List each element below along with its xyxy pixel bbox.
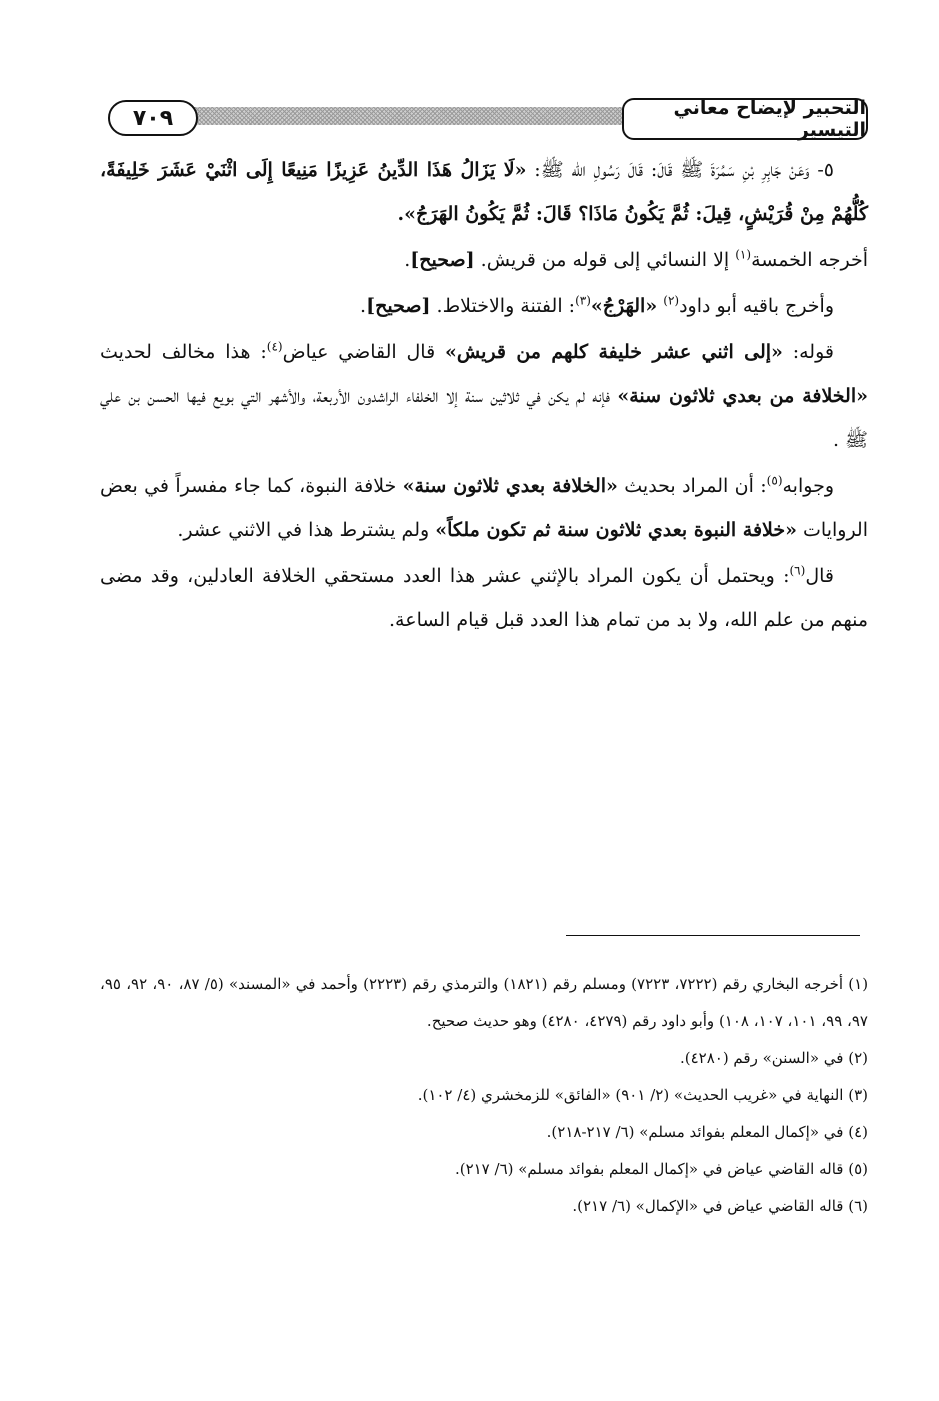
footnote-ref-5: (٥) (766, 473, 783, 488)
header-decorative-band (170, 107, 628, 125)
grade-label: [صحيح] (410, 249, 475, 271)
commentary-paragraph-1 (100, 330, 868, 462)
footnote-ref-2: (٢) (663, 293, 680, 308)
text-span: خلافة النبوة، كما جاء مفسراً في بعض الروايات (100, 475, 868, 541)
text-span: : ويحتمل أن يكون المراد بالإثني عشر هذا العدد مستحقي الخلافة العادلين، وقد مضى منهم من علم الله، ولا بد من تمام هذا العدد قبل قيام الساعة. (100, 565, 868, 631)
footnote-5: (٥) قاله القاضي عياض في «إكمال المعلم بفوائد مسلم» (٦/ ٢١٧). (454, 1160, 868, 1178)
grade-label: [صحيح] (366, 295, 431, 317)
footnote-4: (٤) في «إكمال المعلم بفوائد مسلم» (٦/ ٢١٧-٢١٨). (546, 1123, 868, 1141)
text-span: وجوابه (782, 475, 834, 497)
hadith-paragraph (100, 148, 868, 236)
footnote-divider (566, 935, 860, 936)
text-span: وأخرج باقيه أبو داود (679, 295, 834, 317)
quoted-text: «الخلافة بعدي ثلاثون سنة» (402, 475, 618, 497)
text-span: ولم يشترط هذا في الاثني عشر. (177, 519, 436, 541)
main-text (100, 148, 868, 644)
page-number: ٧٠٩ (108, 100, 198, 136)
book-title: التحبير لإيضاح معاني التيسير (622, 98, 868, 140)
commentary-paragraph-2 (100, 464, 868, 552)
quoted-text: «الخلافة من بعدي ثلاثون سنة» (617, 385, 869, 407)
text-span: إلا النسائي إلى قوله من قريش. (474, 249, 736, 271)
commentary-paragraph-3 (100, 554, 868, 642)
footnote-ref-4: (٤) (266, 339, 283, 354)
footnote-2: (٢) في «السنن» رقم (٤٢٨٠). (679, 1049, 868, 1067)
defined-word: «الهَرْجُ» (590, 295, 658, 317)
footnote-6: (٦) قاله القاضي عياض في «الإكمال» (٦/ ٢١٧). (572, 1197, 868, 1215)
footnote-ref-1: (١) (735, 247, 752, 262)
text-span: قوله: (782, 341, 834, 363)
footnote-3: (٣) النهاية في «غريب الحديث» (٢/ ٩٠١) «الفائق» للزمخشري (٤/ ١٠٢). (417, 1086, 868, 1104)
footnote-ref-6: (٦) (789, 563, 806, 578)
text-span: أخرجه الخمسة (751, 249, 868, 271)
footnotes (100, 966, 868, 1225)
text-span: : هذا مخالف لحديث (100, 341, 267, 363)
text-span: قال (805, 565, 834, 587)
text-span: فإنه لم يكن في ثلاثين سنة إلا الخلفاء الراشدون الأربعة، والأشهر التي بويع فيها الحسن بن علي ﷺ . (100, 385, 868, 451)
footnote-1: (١) أخرجه البخاري رقم (٧٢٢٢، ٧٢٢٣) ومسلم رقم (١٨٢١) والترمذي رقم (٢٢٢٣) وأحمد في «المسند» (٥/ ٨٧، ٩٠، ٩٢، ٩٥، ٩٧، ٩٩، ١٠١، ١٠٧، ١٠٨) وأبو داود رقم (٤٢٧٩، ٤٢٨٠) وهو حديث صحيح. (100, 975, 869, 1030)
hadith-intro: ٥- وَعَنْ جَابِرِ بْنِ سَمُرَةَ ﷺ قَالَ: قَالَ رَسُولِ الله ﷺ: (526, 159, 834, 181)
text-span: . (360, 295, 367, 317)
quoted-text: «خلافة النبوة بعدي ثلاثون سنة ثم تكون ملكاً» (435, 519, 797, 541)
takhrij-paragraph (100, 238, 868, 282)
text-span: : الفتنة والاختلاط. (430, 295, 576, 317)
hadith-text: «لَا يَزَالُ هَذَا الدِّينُ عَزِيزًا مَنِيعًا إِلَى اثْنَيْ عَشَرَ خَلِيفَةً، كُلُّهُمْ مِنْ قُرَيْشٍ، قِيلَ: ثُمَّ يَكُونُ مَاذَا؟ قَالَ: ثُمَّ يَكُونُ الهَرَجُ». (100, 159, 868, 225)
takhrij-paragraph-2 (100, 284, 868, 328)
footnote-ref-3: (٣) (575, 293, 591, 308)
quoted-text: «إلى اثني عشر خليفة كلهم من قريش» (445, 341, 783, 363)
text-span: قال القاضي عياض (282, 341, 445, 363)
page-header (100, 98, 868, 140)
text-span: . (404, 249, 411, 271)
text-span: : أن المراد بحديث (617, 475, 767, 497)
